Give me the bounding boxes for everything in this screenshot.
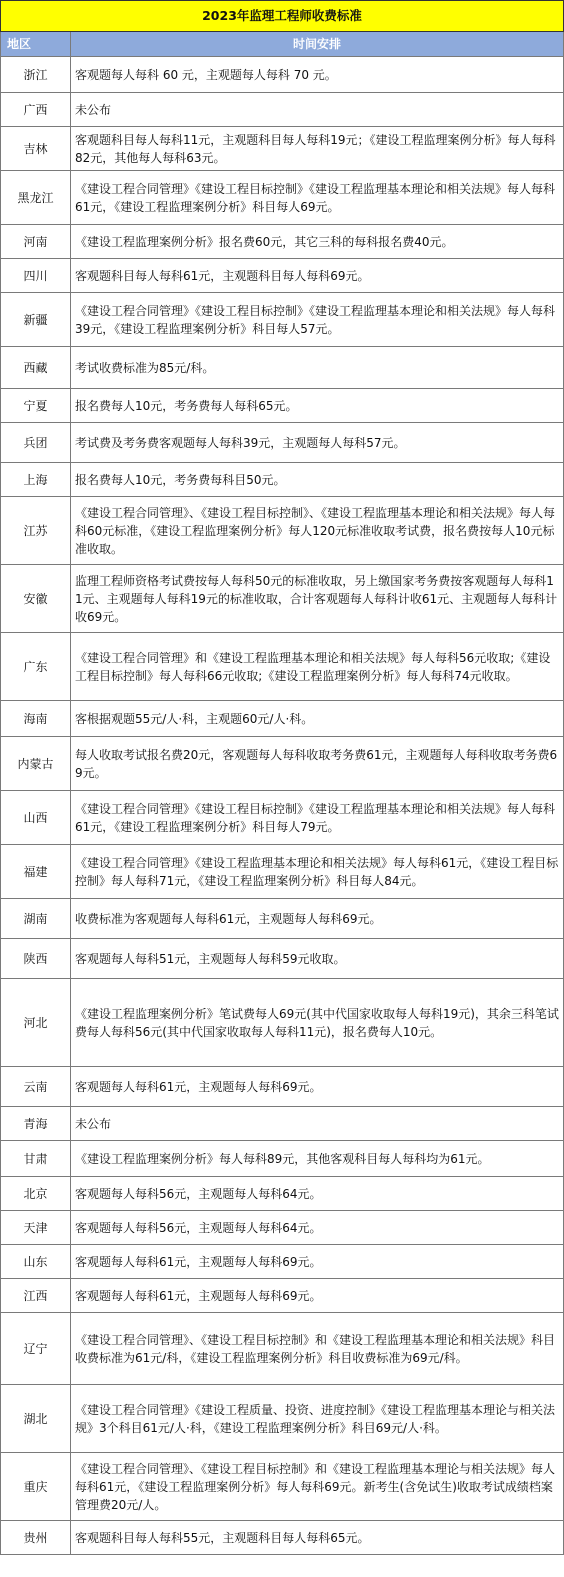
region-cell: 安徽 — [1, 565, 71, 633]
fee-cell: 未公布 — [71, 1107, 564, 1141]
fee-cell: 《建设工程合同管理》《建设工程目标控制》《建设工程监理基本理论和相关法规》每人每科61元，《建设工程监理案例分析》科目每人79元。 — [71, 791, 564, 845]
fee-cell: 客观题科目每人每科11元，主观题科目每人每科19元；《建设工程监理案例分析》每人每科82元，其他每人每科63元。 — [71, 127, 564, 171]
region-cell: 湖南 — [1, 899, 71, 939]
region-cell: 吉林 — [1, 127, 71, 171]
table-row — [1, 1177, 564, 1211]
table-row — [1, 1521, 564, 1555]
fee-cell: 客观题每人每科51元，主观题每人每科59元收取。 — [71, 939, 564, 979]
region-cell: 兵团 — [1, 423, 71, 463]
table-row — [1, 565, 564, 633]
region-cell: 贵州 — [1, 1521, 71, 1555]
fee-cell: 客观题每人每科56元，主观题每人每科64元。 — [71, 1177, 564, 1211]
region-cell: 西藏 — [1, 347, 71, 389]
table-row — [1, 979, 564, 1067]
table-row — [1, 1279, 564, 1313]
region-cell: 北京 — [1, 1177, 71, 1211]
fee-cell: 《建设工程合同管理》、《建设工程目标控制》和《建设工程监理基本理论和相关法规》科目收费标准为61元/科，《建设工程监理案例分析》科目收费标准为69元/科。 — [71, 1313, 564, 1385]
table-row — [1, 939, 564, 979]
region-cell: 黑龙江 — [1, 171, 71, 225]
fee-cell: 未公布 — [71, 93, 564, 127]
header-row — [1, 32, 564, 57]
fee-cell: 每人收取考试报名费20元，客观题每人每科收取考务费61元，主观题每人每科收取考务费69元。 — [71, 737, 564, 791]
table-row — [1, 845, 564, 899]
table-row — [1, 57, 564, 93]
fee-cell: 《建设工程监理案例分析》报名费60元，其它三科的每科报名费40元。 — [71, 225, 564, 259]
region-cell: 重庆 — [1, 1453, 71, 1521]
header-content: 时间安排 — [71, 32, 564, 57]
fee-cell: 客观题每人每科61元，主观题每人每科69元。 — [71, 1245, 564, 1279]
table-title: 2023年监理工程师收费标准 — [1, 1, 564, 32]
fee-cell: 《建设工程合同管理》、《建设工程目标控制》、《建设工程监理基本理论和相关法规》每人每科60元标准，《建设工程监理案例分析》每人120元标准收取考试费，报名费按每人10元标准收取。 — [71, 497, 564, 565]
fee-cell: 《建设工程合同管理》《建设工程目标控制》《建设工程监理基本理论和相关法规》每人每科61元，《建设工程监理案例分析》科目每人69元。 — [71, 171, 564, 225]
table-row — [1, 1453, 564, 1521]
table-row — [1, 127, 564, 171]
region-cell: 江西 — [1, 1279, 71, 1313]
fee-cell: 报名费每人10元，考务费每科目50元。 — [71, 463, 564, 497]
region-cell: 天津 — [1, 1211, 71, 1245]
table-row — [1, 225, 564, 259]
region-cell: 内蒙古 — [1, 737, 71, 791]
table-row — [1, 171, 564, 225]
fee-cell: 客观题每人每科61元，主观题每人每科69元。 — [71, 1067, 564, 1107]
header-region: 地区 — [1, 32, 71, 57]
region-cell: 福建 — [1, 845, 71, 899]
fee-cell: 《建设工程合同管理》《建设工程质量、投资、进度控制》《建设工程监理基本理论与相关法规》3个科目61元/人·科，《建设工程监理案例分析》科目69元/人·科。 — [71, 1385, 564, 1453]
table-row — [1, 701, 564, 737]
table-row — [1, 93, 564, 127]
fee-cell: 《建设工程合同管理》、《建设工程目标控制》和《建设工程监理基本理论与相关法规》每人每科61元，《建设工程监理案例分析》每人每科69元。新考生(含免试生)收取考试成绩档案管理费20元/人。 — [71, 1453, 564, 1521]
fee-cell: 监理工程师资格考试费按每人每科50元的标准收取，另上缴国家考务费按客观题每人每科11元、主观题每人每科19元的标准收取，合计客观题每人每科计收61元、主观题每人每科计收69元。 — [71, 565, 564, 633]
fee-cell: 《建设工程合同管理》《建设工程目标控制》《建设工程监理基本理论和相关法规》每人每科39元，《建设工程监理案例分析》科目每人57元。 — [71, 293, 564, 347]
table-row — [1, 791, 564, 845]
fee-cell: 客观题每人每科 60 元，主观题每人每科 70 元。 — [71, 57, 564, 93]
fee-cell: 客观题科目每人每科61元，主观题科目每人每科69元。 — [71, 259, 564, 293]
region-cell: 海南 — [1, 701, 71, 737]
region-cell: 山东 — [1, 1245, 71, 1279]
fee-cell: 客观题每人每科56元，主观题每人每科64元。 — [71, 1211, 564, 1245]
fee-cell: 《建设工程监理案例分析》每人每科89元，其他客观科目每人每科均为61元。 — [71, 1141, 564, 1177]
region-cell: 江苏 — [1, 497, 71, 565]
region-cell: 上海 — [1, 463, 71, 497]
table-row — [1, 899, 564, 939]
table-row — [1, 633, 564, 701]
region-cell: 青海 — [1, 1107, 71, 1141]
table-row — [1, 737, 564, 791]
region-cell: 宁夏 — [1, 389, 71, 423]
region-cell: 新疆 — [1, 293, 71, 347]
table-row — [1, 389, 564, 423]
fee-cell: 客观题科目每人每科55元，主观题科目每人每科65元。 — [71, 1521, 564, 1555]
table-row — [1, 293, 564, 347]
region-cell: 山西 — [1, 791, 71, 845]
table-row — [1, 1385, 564, 1453]
table-row — [1, 259, 564, 293]
region-cell: 湖北 — [1, 1385, 71, 1453]
table-row — [1, 1141, 564, 1177]
region-cell: 广东 — [1, 633, 71, 701]
table-row — [1, 1107, 564, 1141]
table-row — [1, 1067, 564, 1107]
region-cell: 河北 — [1, 979, 71, 1067]
fee-cell: 客根据观题55元/人·科，主观题60元/人·科。 — [71, 701, 564, 737]
fee-cell: 客观题每人每科61元，主观题每人每科69元。 — [71, 1279, 564, 1313]
table-row — [1, 1211, 564, 1245]
table-row — [1, 1245, 564, 1279]
fee-cell: 《建设工程监理案例分析》笔试费每人69元(其中代国家收取每人每科19元)，其余三科笔试费每人每科56元(其中代国家收取每人每科11元)，报名费每人10元。 — [71, 979, 564, 1067]
region-cell: 四川 — [1, 259, 71, 293]
table-row — [1, 423, 564, 463]
table-row — [1, 497, 564, 565]
region-cell: 浙江 — [1, 57, 71, 93]
region-cell: 陕西 — [1, 939, 71, 979]
region-cell: 甘肃 — [1, 1141, 71, 1177]
table-row — [1, 1313, 564, 1385]
fee-cell: 报名费每人10元，考务费每人每科65元。 — [71, 389, 564, 423]
region-cell: 广西 — [1, 93, 71, 127]
region-cell: 河南 — [1, 225, 71, 259]
region-cell: 辽宁 — [1, 1313, 71, 1385]
table-row — [1, 463, 564, 497]
fee-cell: 《建设工程合同管理》和《建设工程监理基本理论和相关法规》每人每科56元收取;《建设工程目标控制》每人每科66元收取;《建设工程监理案例分析》每人每科74元收取。 — [71, 633, 564, 701]
fee-cell: 收费标准为客观题每人每科61元，主观题每人每科69元。 — [71, 899, 564, 939]
fee-cell: 考试费及考务费客观题每人每科39元，主观题每人每科57元。 — [71, 423, 564, 463]
region-cell: 云南 — [1, 1067, 71, 1107]
table-row — [1, 347, 564, 389]
fee-cell: 考试收费标准为85元/科。 — [71, 347, 564, 389]
title-row — [1, 1, 564, 32]
fee-cell: 《建设工程合同管理》《建设工程监理基本理论和相关法规》每人每科61元，《建设工程目标控制》每人每科71元，《建设工程监理案例分析》科目每人84元。 — [71, 845, 564, 899]
